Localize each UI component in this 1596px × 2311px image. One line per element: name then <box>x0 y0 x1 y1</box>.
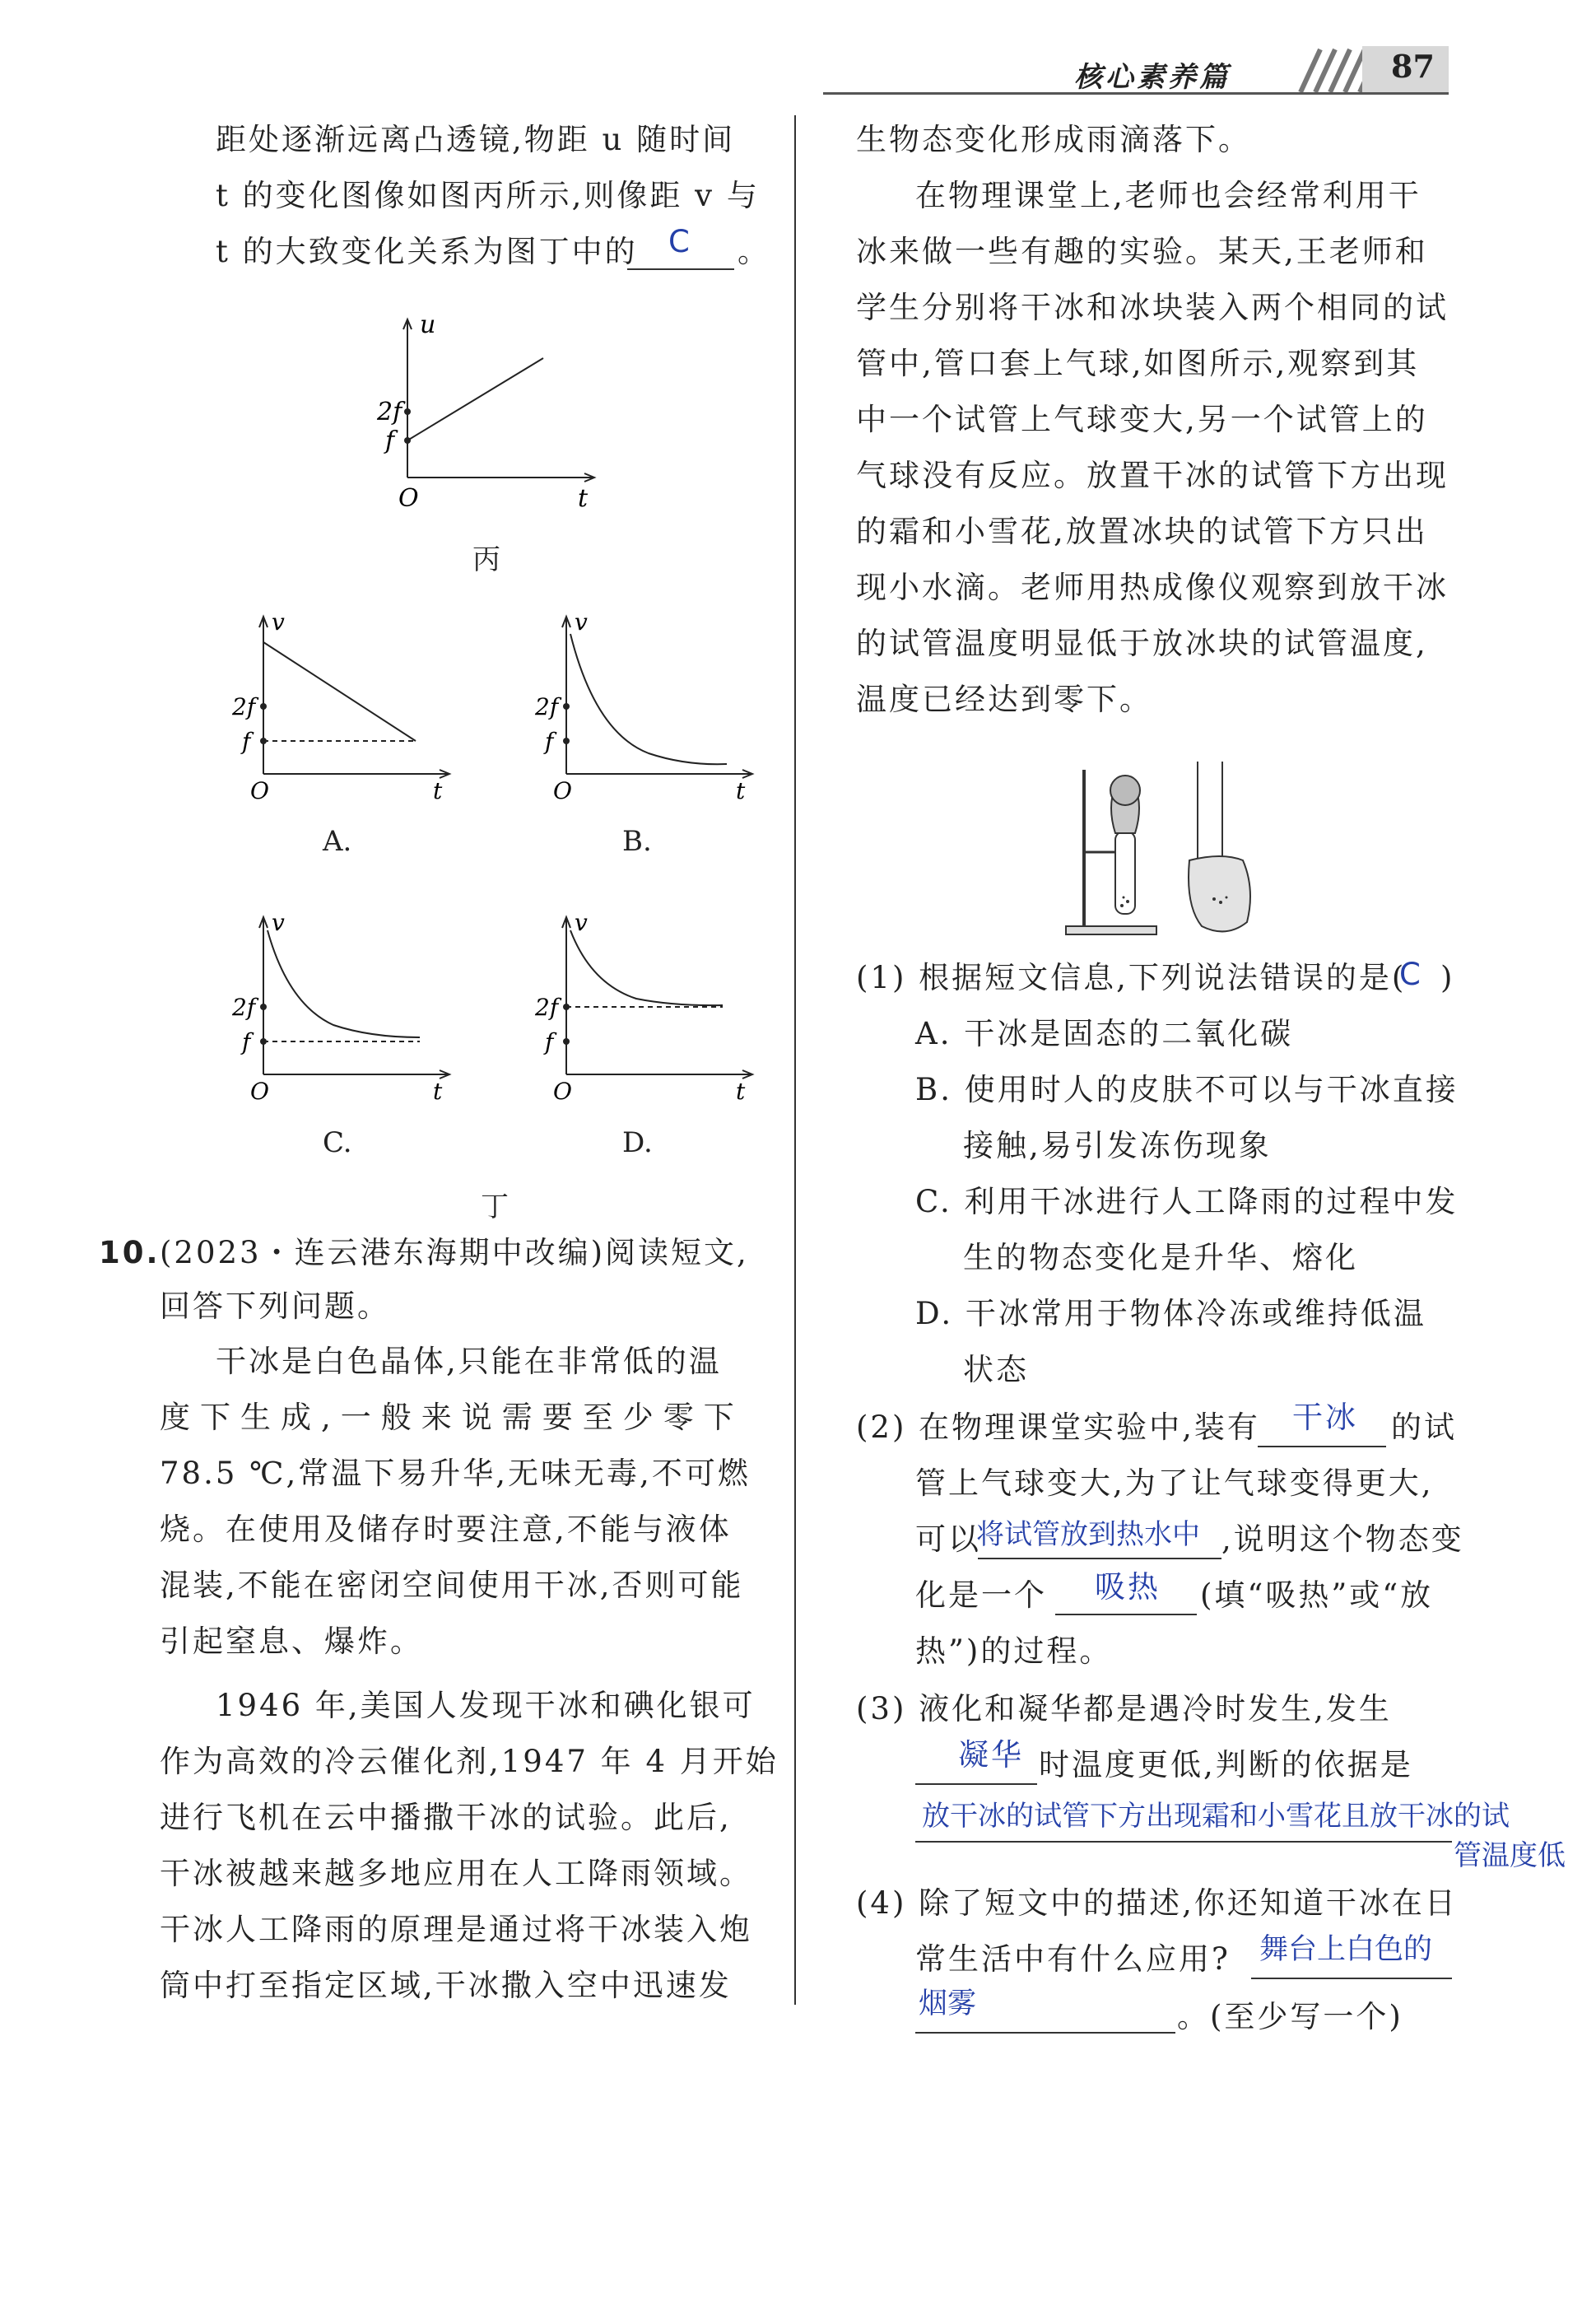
figure-ding-b <box>533 605 764 807</box>
right-passage-line-6: 中一个试管上气球变大,另一个试管上的 <box>856 402 1428 437</box>
ding-a-origin-label: O <box>250 777 269 804</box>
right-passage-line-8: 的霜和小雪花,放置冰块的试管下方只出 <box>856 514 1428 549</box>
bing-y-label: u <box>420 310 436 339</box>
q2-blank-2 <box>978 1558 1221 1559</box>
header-title: 核心素养篇 <box>1074 61 1231 94</box>
left-passage-line-5: 混装,不能在密闭空间使用干冰,否则可能 <box>160 1568 744 1603</box>
left-passage-line-11: 干冰人工降雨的原理是通过将干冰装入炮 <box>160 1912 752 1947</box>
figure-ding-c <box>230 906 461 1107</box>
q3-answer-2-line-1: 放干冰的试管下方出现霜和小雪花且放干冰的试 <box>922 1800 1510 1833</box>
ding-c-f-label: f <box>242 1028 251 1055</box>
q4-blank-1 <box>1251 1978 1452 1979</box>
q4-tail: 。(至少写一个) <box>1177 1999 1403 2034</box>
q2-part-1: (2) 在物理课堂实验中,装有 <box>856 1409 1260 1445</box>
q4-blank-2 <box>915 2032 1175 2034</box>
left-passage-line-6: 引起窒息、爆炸。 <box>160 1624 423 1659</box>
q3-line-1: (3) 液化和凝华都是遇冷时发生,发生 <box>856 1691 1392 1726</box>
ding-d-2f-label: 2f <box>535 994 559 1021</box>
q1-option-b-line-1: B. 使用时人的皮肤不可以与干冰直接 <box>915 1072 1459 1107</box>
q1-option-c-line-2: 生的物态变化是升华、熔化 <box>963 1240 1358 1275</box>
right-passage-line-10: 的试管温度明显低于放冰块的试管温度, <box>856 626 1428 661</box>
ding-d-origin-label: O <box>553 1078 572 1105</box>
right-passage-line-11: 温度已经达到零下。 <box>856 682 1152 717</box>
q4-answer-line-1: 舞台上白色的 <box>1259 1933 1433 1966</box>
q9-period: 。 <box>738 234 770 269</box>
q10-stem-line-1: (2023・连云港东海期中改编)阅读短文, <box>160 1235 749 1270</box>
bing-2f-label: 2f <box>377 398 402 426</box>
figure-bing-caption: 丙 <box>472 543 500 576</box>
q9-answer-blank <box>627 268 734 270</box>
right-passage-line-3: 冰来做一些有趣的实验。某天,王老师和 <box>856 234 1428 269</box>
option-c-label: C. <box>323 1126 352 1159</box>
q1-answer: C <box>1399 957 1423 992</box>
column-divider <box>794 115 796 2005</box>
right-passage-line-2: 在物理课堂上,老师也会经常利用干 <box>915 178 1422 213</box>
page-number: 87 <box>1391 48 1435 85</box>
q2-line-2: 管上气球变大,为了让气球变得更大, <box>915 1465 1434 1501</box>
ding-c-origin-label: O <box>250 1078 269 1105</box>
bing-origin-label: O <box>398 484 419 513</box>
q2-blank-3 <box>1055 1614 1197 1615</box>
ding-b-2f-label: 2f <box>535 693 559 720</box>
q9-line-3: t 的大致变化关系为图丁中的 <box>216 234 638 269</box>
q9-line-1: 距处逐渐远离凸透镜,物距 u 随时间 <box>216 122 736 157</box>
ding-c-y-label: v <box>272 909 285 936</box>
left-passage-line-12: 筒中打至指定区域,干冰撒入空中迅速发 <box>160 1968 732 2003</box>
q4-answer-line-2: 烟雾 <box>919 1987 977 2020</box>
option-d-label: D. <box>622 1126 653 1159</box>
q4-line-2: 常生活中有什么应用? <box>915 1941 1231 1977</box>
ding-b-x-label: t <box>736 777 746 804</box>
bing-x-label: t <box>578 484 589 513</box>
q1-option-a: A. 干冰是固态的二氧化碳 <box>915 1016 1294 1051</box>
left-passage-line-7: 1946 年,美国人发现干冰和碘化银可 <box>216 1688 756 1723</box>
q1-stem: (1) 根据短文信息,下列说法错误的是( <box>856 960 1407 995</box>
q2-answer-2: 将试管放到热水中 <box>976 1518 1200 1551</box>
q2-part-2: 的试 <box>1391 1409 1457 1445</box>
option-b-label: B. <box>622 825 652 858</box>
figure-ding-d <box>533 906 764 1107</box>
q2-blank-1 <box>1258 1446 1386 1447</box>
q1-stem-close: ) <box>1440 960 1455 995</box>
q2-part-3: 可以 <box>915 1521 981 1557</box>
ding-d-f-label: f <box>545 1028 554 1055</box>
ding-d-y-label: v <box>575 909 588 936</box>
test-tube-experiment-figure <box>1058 757 1272 939</box>
q1-option-c-line-1: C. 利用干冰进行人工降雨的过程中发 <box>915 1184 1459 1219</box>
q10-stem-line-2: 回答下列问题。 <box>160 1288 390 1324</box>
q2-part-6: (填“吸热”或“放 <box>1200 1577 1434 1613</box>
ding-b-origin-label: O <box>553 777 572 804</box>
q4-line-1: (4) 除了短文中的描述,你还知道干冰在日 <box>856 1885 1458 1921</box>
q9-line-2: t 的变化图像如图丙所示,则像距 v 与 <box>216 178 760 213</box>
option-a-label: A. <box>323 825 352 858</box>
ding-c-x-label: t <box>433 1078 443 1105</box>
q2-line-5: 热”)的过程。 <box>915 1633 1113 1669</box>
figure-bing <box>362 305 609 519</box>
ding-a-f-label: f <box>242 728 251 755</box>
ding-a-x-label: t <box>433 777 443 804</box>
q2-answer-3: 吸热 <box>1095 1569 1161 1605</box>
right-passage-line-4: 学生分别将干冰和冰块装入两个相同的试 <box>856 290 1449 325</box>
figure-ding-caption: 丁 <box>481 1190 509 1223</box>
figure-ding-a <box>230 605 461 807</box>
q2-part-5: 化是一个 <box>915 1577 1047 1613</box>
left-passage-line-2: 度下生成,一般来说需要至少零下 <box>160 1400 744 1435</box>
q1-option-d-line-1: D. 干冰常用于物体冷冻或维持低温 <box>915 1296 1426 1331</box>
left-passage-line-10: 干冰被越来越多地应用在人工降雨领域。 <box>160 1856 752 1891</box>
q10-number: 10. <box>99 1235 161 1270</box>
left-passage-line-4: 烧。在使用及储存时要注意,不能与液体 <box>160 1512 732 1547</box>
left-passage-line-8: 作为高效的冷云催化剂,1947 年 4 月开始 <box>160 1744 779 1779</box>
ding-d-x-label: t <box>736 1078 746 1105</box>
q2-part-4: ,说明这个物态变 <box>1221 1521 1464 1557</box>
q9-answer: C <box>668 224 692 259</box>
left-passage-line-3: 78.5 ℃,常温下易升华,无味无毒,不可燃 <box>160 1456 751 1491</box>
q1-option-d-line-2: 状态 <box>963 1352 1029 1387</box>
right-passage-line-9: 现小水滴。老师用热成像仪观察到放干冰 <box>856 570 1449 605</box>
q1-option-b-line-2: 接触,易引发冻伤现象 <box>963 1128 1272 1163</box>
right-passage-line-1: 生物态变化形成雨滴落下。 <box>856 122 1251 157</box>
q3-answer-2-line-2: 管温度低 <box>1454 1839 1566 1872</box>
ding-a-2f-label: 2f <box>232 693 256 720</box>
bing-f-label: f <box>385 426 395 455</box>
left-passage-line-1: 干冰是白色晶体,只能在非常低的温 <box>216 1344 722 1379</box>
ding-a-y-label: v <box>272 608 285 636</box>
right-passage-line-7: 气球没有反应。放置干冰的试管下方出现 <box>856 458 1449 493</box>
q3-part-2: 时温度更低,判断的依据是 <box>1039 1747 1413 1782</box>
q3-answer-1: 凝华 <box>958 1737 1024 1773</box>
q3-blank-1 <box>915 1783 1037 1785</box>
right-passage-line-5: 管中,管口套上气球,如图所示,观察到其 <box>856 346 1420 381</box>
ding-c-2f-label: 2f <box>232 994 256 1021</box>
ding-b-f-label: f <box>545 728 554 755</box>
q2-answer-1: 干冰 <box>1292 1400 1358 1435</box>
left-passage-line-9: 进行飞机在云中播撒干冰的试验。此后, <box>160 1800 732 1835</box>
ding-b-y-label: v <box>575 608 588 636</box>
q3-blank-2 <box>915 1841 1452 1843</box>
